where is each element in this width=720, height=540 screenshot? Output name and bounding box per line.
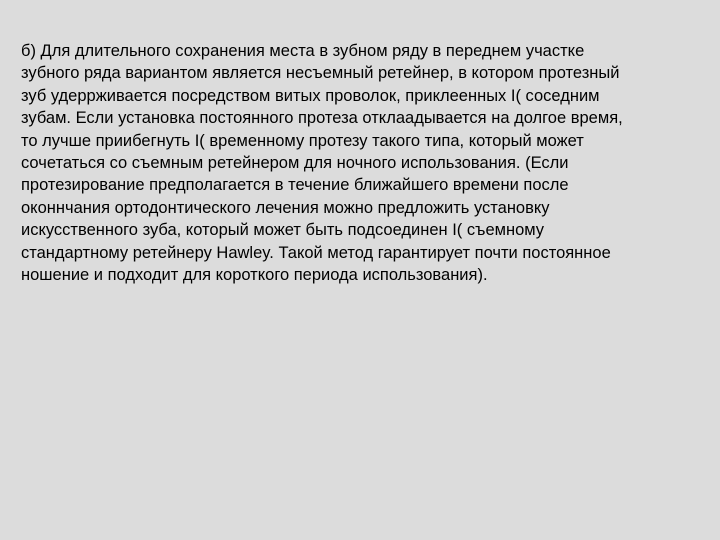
text-line-10: стандартному ретейнеру Hawley. Такой метод гарантирует почти постоянное: [21, 243, 611, 262]
text-line-6: сочетаться со съемным ретейнером для ночного использования. (Если: [21, 154, 569, 173]
body-paragraph: [21, 40, 711, 286]
text-line-11: ношение и подходит для короткого периода использования).: [21, 266, 488, 285]
text-line-7: протезирование предполагается в течение ближайшего времени после: [21, 176, 569, 195]
text-line-8: оконнчания ортодонтического лечения можно предложить установку: [21, 198, 550, 217]
text-line-5: то лучше приибегнуть I( временному протезу такого типа, который может: [21, 131, 584, 150]
text-line-9: искусственного зуба, который может быть подсоединен I( съемному: [21, 221, 545, 240]
text-line-3: зуб удеррживается посредством витых проволок, приклеенных I( соседним: [21, 86, 600, 105]
text-line-4: зубам. Если установка постоянного протеза отклаадывается на долгое время,: [21, 109, 623, 128]
text-line-2: зубного ряда вариантом является несъемный ретейнер, в котором протезный: [21, 64, 620, 83]
text-line-1: б) Для длительного сохранения места в зубном ряду в переднем участке: [21, 42, 585, 60]
